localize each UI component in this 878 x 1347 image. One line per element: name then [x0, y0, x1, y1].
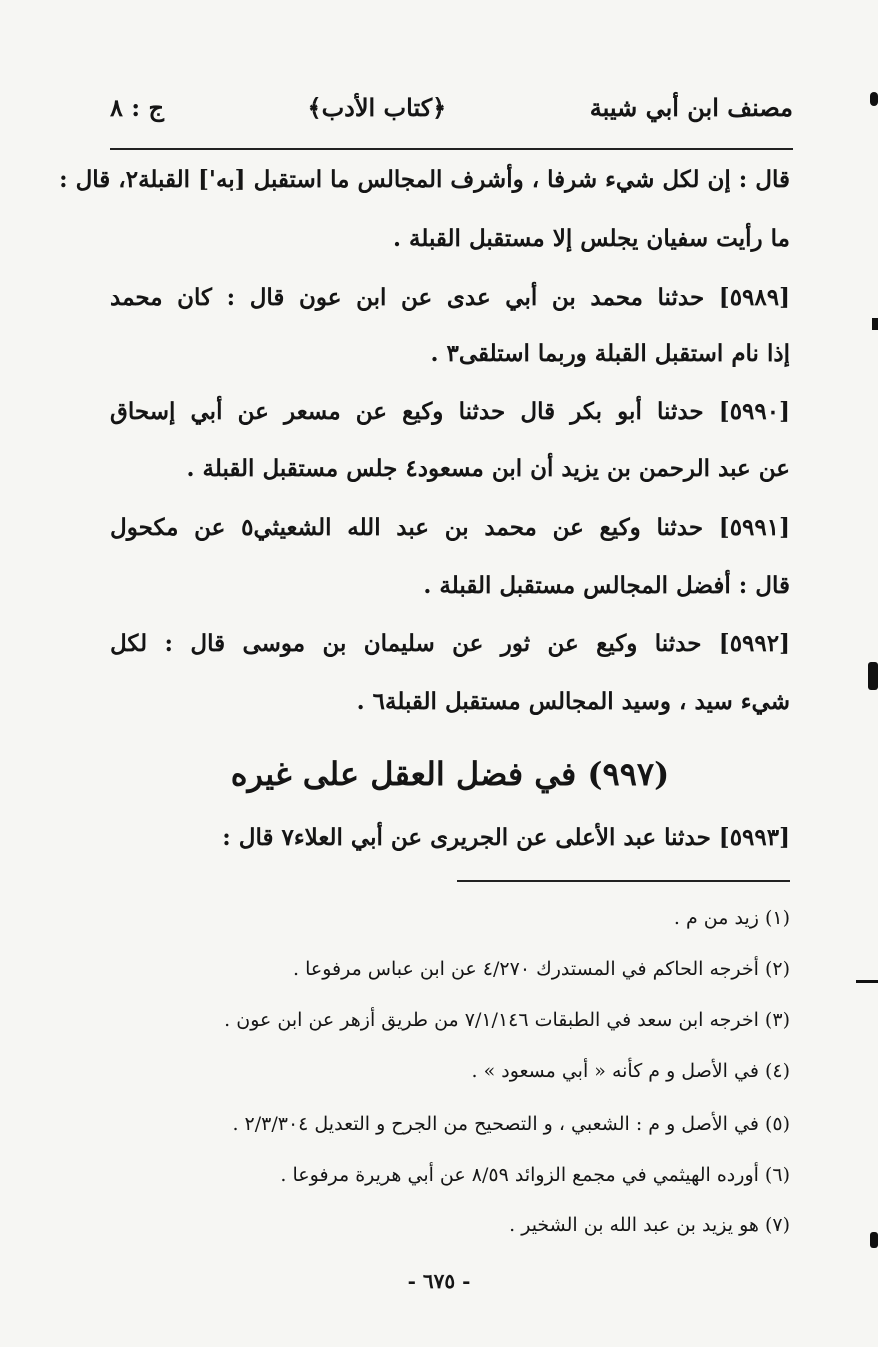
- footnote: (٢) أخرجه الحاكم في المستدرك ٤/٢٧٠ عن ابن عباس مرفوعا .: [292, 958, 790, 980]
- footnote: (٤) في الأصل و م كأنه « أبي مسعود » .: [471, 1060, 790, 1082]
- hadith-5989: [٥٩٨٩] حدثنا محمد بن أبي عدى عن ابن عون قال : كان محمد: [110, 284, 790, 311]
- page-number: - ٦٧٥ -: [407, 1269, 471, 1293]
- text-line: قال : أفضل المجالس مستقبل القبلة .: [423, 572, 790, 599]
- running-header: [110, 90, 793, 124]
- footnote: (٣) اخرجه ابن سعد في الطبقات ٧/١/١٤٦ من طريق أزهر عن ابن عون .: [224, 1009, 790, 1031]
- text-line: شيء سيد ، وسيد المجالس مستقبل القبلة٦ .: [356, 688, 790, 715]
- hadith-5993: [٥٩٩٣] حدثنا عبد الأعلى عن الجريرى عن أبي العلاء٧ قال :: [222, 824, 790, 851]
- hadith-5990: [٥٩٩٠] حدثنا أبو بكر قال حدثنا وكيع عن مسعر عن أبي إسحاق: [110, 398, 790, 425]
- text-line: قال : إن لكل شيء شرفا ، وأشرف المجالس ما استقبل [به'] القبلة٢، قال :: [59, 166, 790, 193]
- text-line: عن عبد الرحمن بن يزيد أن ابن مسعود٤ جلس مستقبل القبلة .: [186, 455, 790, 482]
- text-line: ما رأيت سفيان يجلس إلا مستقبل القبلة .: [393, 225, 790, 252]
- footnote: (١) زيد من م .: [673, 907, 790, 929]
- text-line: إذا نام استقبل القبلة وربما استلقى٣ .: [430, 340, 790, 367]
- scan-mark: [870, 1232, 878, 1248]
- scan-mark: [856, 980, 878, 983]
- footnote: (٦) أورده الهيثمي في مجمع الزوائد ٨/٥٩ عن أبي هريرة مرفوعا .: [280, 1164, 790, 1186]
- footnote-divider: [457, 880, 790, 882]
- footnote: (٥) في الأصل و م : الشعبي ، و التصحيح من الجرح و التعديل ٢/٣/٣٠٤ .: [232, 1113, 790, 1135]
- section-heading: (٩٩٧) في فضل العقل على غيره: [230, 755, 670, 793]
- hadith-5992: [٥٩٩٢] حدثنا وكيع عن ثور عن سليمان بن موسى قال : لكل: [110, 630, 790, 657]
- footnote: (٧) هو يزيد بن عبد الله بن الشخير .: [509, 1214, 790, 1236]
- header-volume: ج : ٨: [110, 92, 164, 122]
- scan-mark: [868, 662, 878, 690]
- header-chapter-title: ﴿كتاب الأدب﴾: [307, 92, 447, 122]
- scan-mark: [870, 92, 878, 106]
- scan-mark: [872, 318, 878, 330]
- hadith-5991: [٥٩٩١] حدثنا وكيع عن محمد بن عبد الله الشعيثي٥ عن مكحول: [110, 514, 790, 541]
- header-book-title: مصنف ابن أبي شيبة: [589, 92, 793, 122]
- header-divider: [110, 148, 793, 150]
